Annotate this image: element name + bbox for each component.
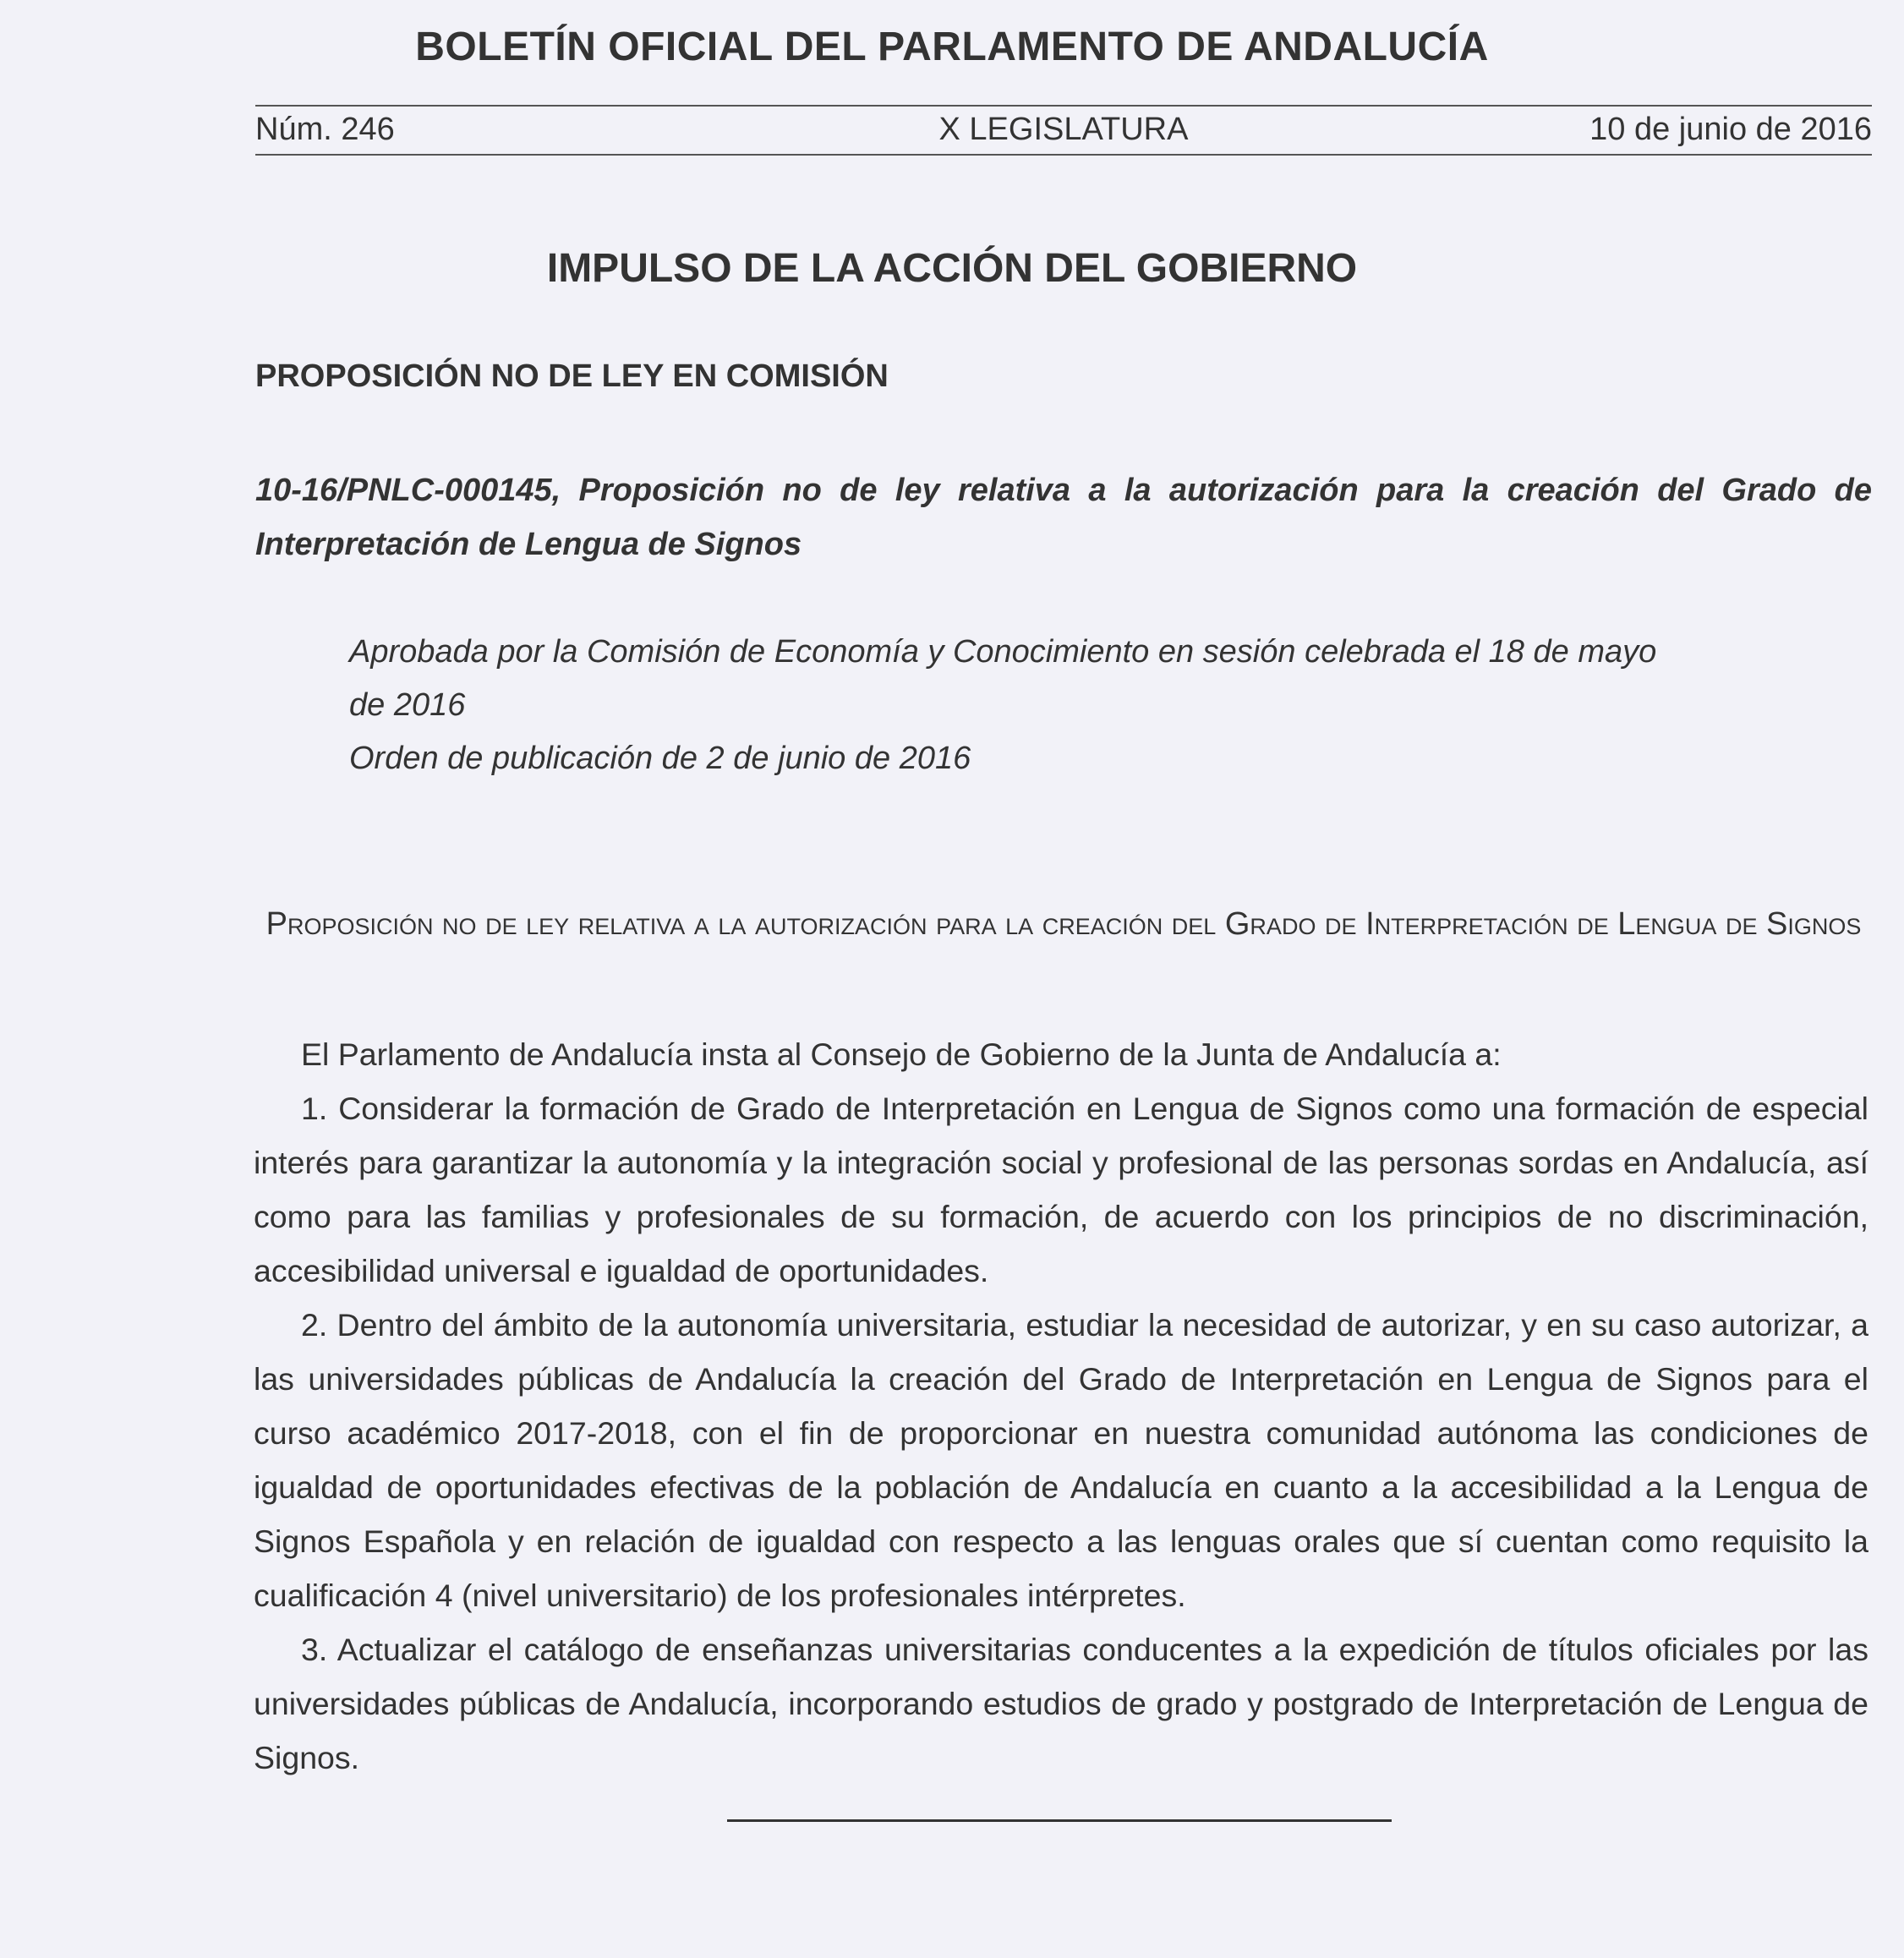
section-title: IMPULSO DE LA ACCIÓN DEL GOBIERNO	[546, 246, 1358, 291]
proposal-point-3: 3. Actualizar el catálogo de enseñanzas universitarias conducentes a la expedición de títulos oficiales por las universidades públicas de Andalucía, incorporando estudios de grado y postgrado de Interpretación de Lengua de Signos.	[254, 1632, 1868, 1775]
proposal-intro: El Parlamento de Andalucía insta al Consejo de Gobierno de la Junta de Andalucía a:	[301, 1036, 1502, 1072]
bulletin-title: BOLETÍN OFICIAL DEL PARLAMENTO DE ANDALUCÍA	[415, 25, 1489, 69]
publication-order: Orden de publicación de 2 de junio de 2016	[349, 741, 971, 776]
proposal-point-2: 2. Dentro del ámbito de la autonomía universitaria, estudiar la necesidad de autorizar, y en su caso autorizar, a las universidades públicas de Andalucía la creación del Grado de Interpretación en Lengua de Signos para el curso académico 2017-2018, con el fin de proporcionar en nuestra comunidad autónoma las condiciones de igualdad de oportunidades efectivas de la población de Andalucía en cuanto a la accesibilidad a la Lengua de Signos Española y en relación de igualdad con respecto a las lenguas orales que sí cuentan como requisito la cualificación 4 (nivel universitario) de los profesionales intérpretes.	[254, 1307, 1868, 1613]
issue-date: 10 de junio de 2016	[1589, 112, 1872, 147]
header-top-rule	[255, 105, 1872, 107]
proposal-body	[254, 1027, 1868, 1785]
legislature-label: X LEGISLATURA	[938, 112, 1189, 147]
header-meta-row	[255, 112, 1872, 152]
header-bottom-rule	[255, 154, 1872, 156]
proposal-heading: Proposición no de ley relativa a la autorización para la creación del Grado de Interpretación de Lengua de Signos	[265, 906, 1862, 942]
proposal-point-1: 1. Considerar la formación de Grado de Interpretación en Lengua de Signos como una formación de especial interés para garantizar la autonomía y la integración social y profesional de las personas sordas en Andalucía, así como para las familias y profesionales de su formación, de acuerdo con los principios de no discriminación, accesibilidad universal e igualdad de oportunidades.	[254, 1091, 1868, 1288]
approval-line: Aprobada por la Comisión de Economía y Conocimiento en sesión celebrada el 18 de mayo	[349, 634, 1657, 670]
approval-block	[349, 626, 1786, 785]
issue-number: Núm. 246	[255, 112, 395, 147]
initiative-title: 10-16/PNLC-000145, Proposición no de ley relativa a la autorización para la creación del Grado de Interpretación de Lengua de Signos	[255, 473, 1872, 562]
approval-line-continued: de 2016	[349, 687, 466, 723]
subsection-title: PROPOSICIÓN NO DE LEY EN COMISIÓN	[255, 358, 889, 394]
closing-divider	[727, 1819, 1392, 1822]
